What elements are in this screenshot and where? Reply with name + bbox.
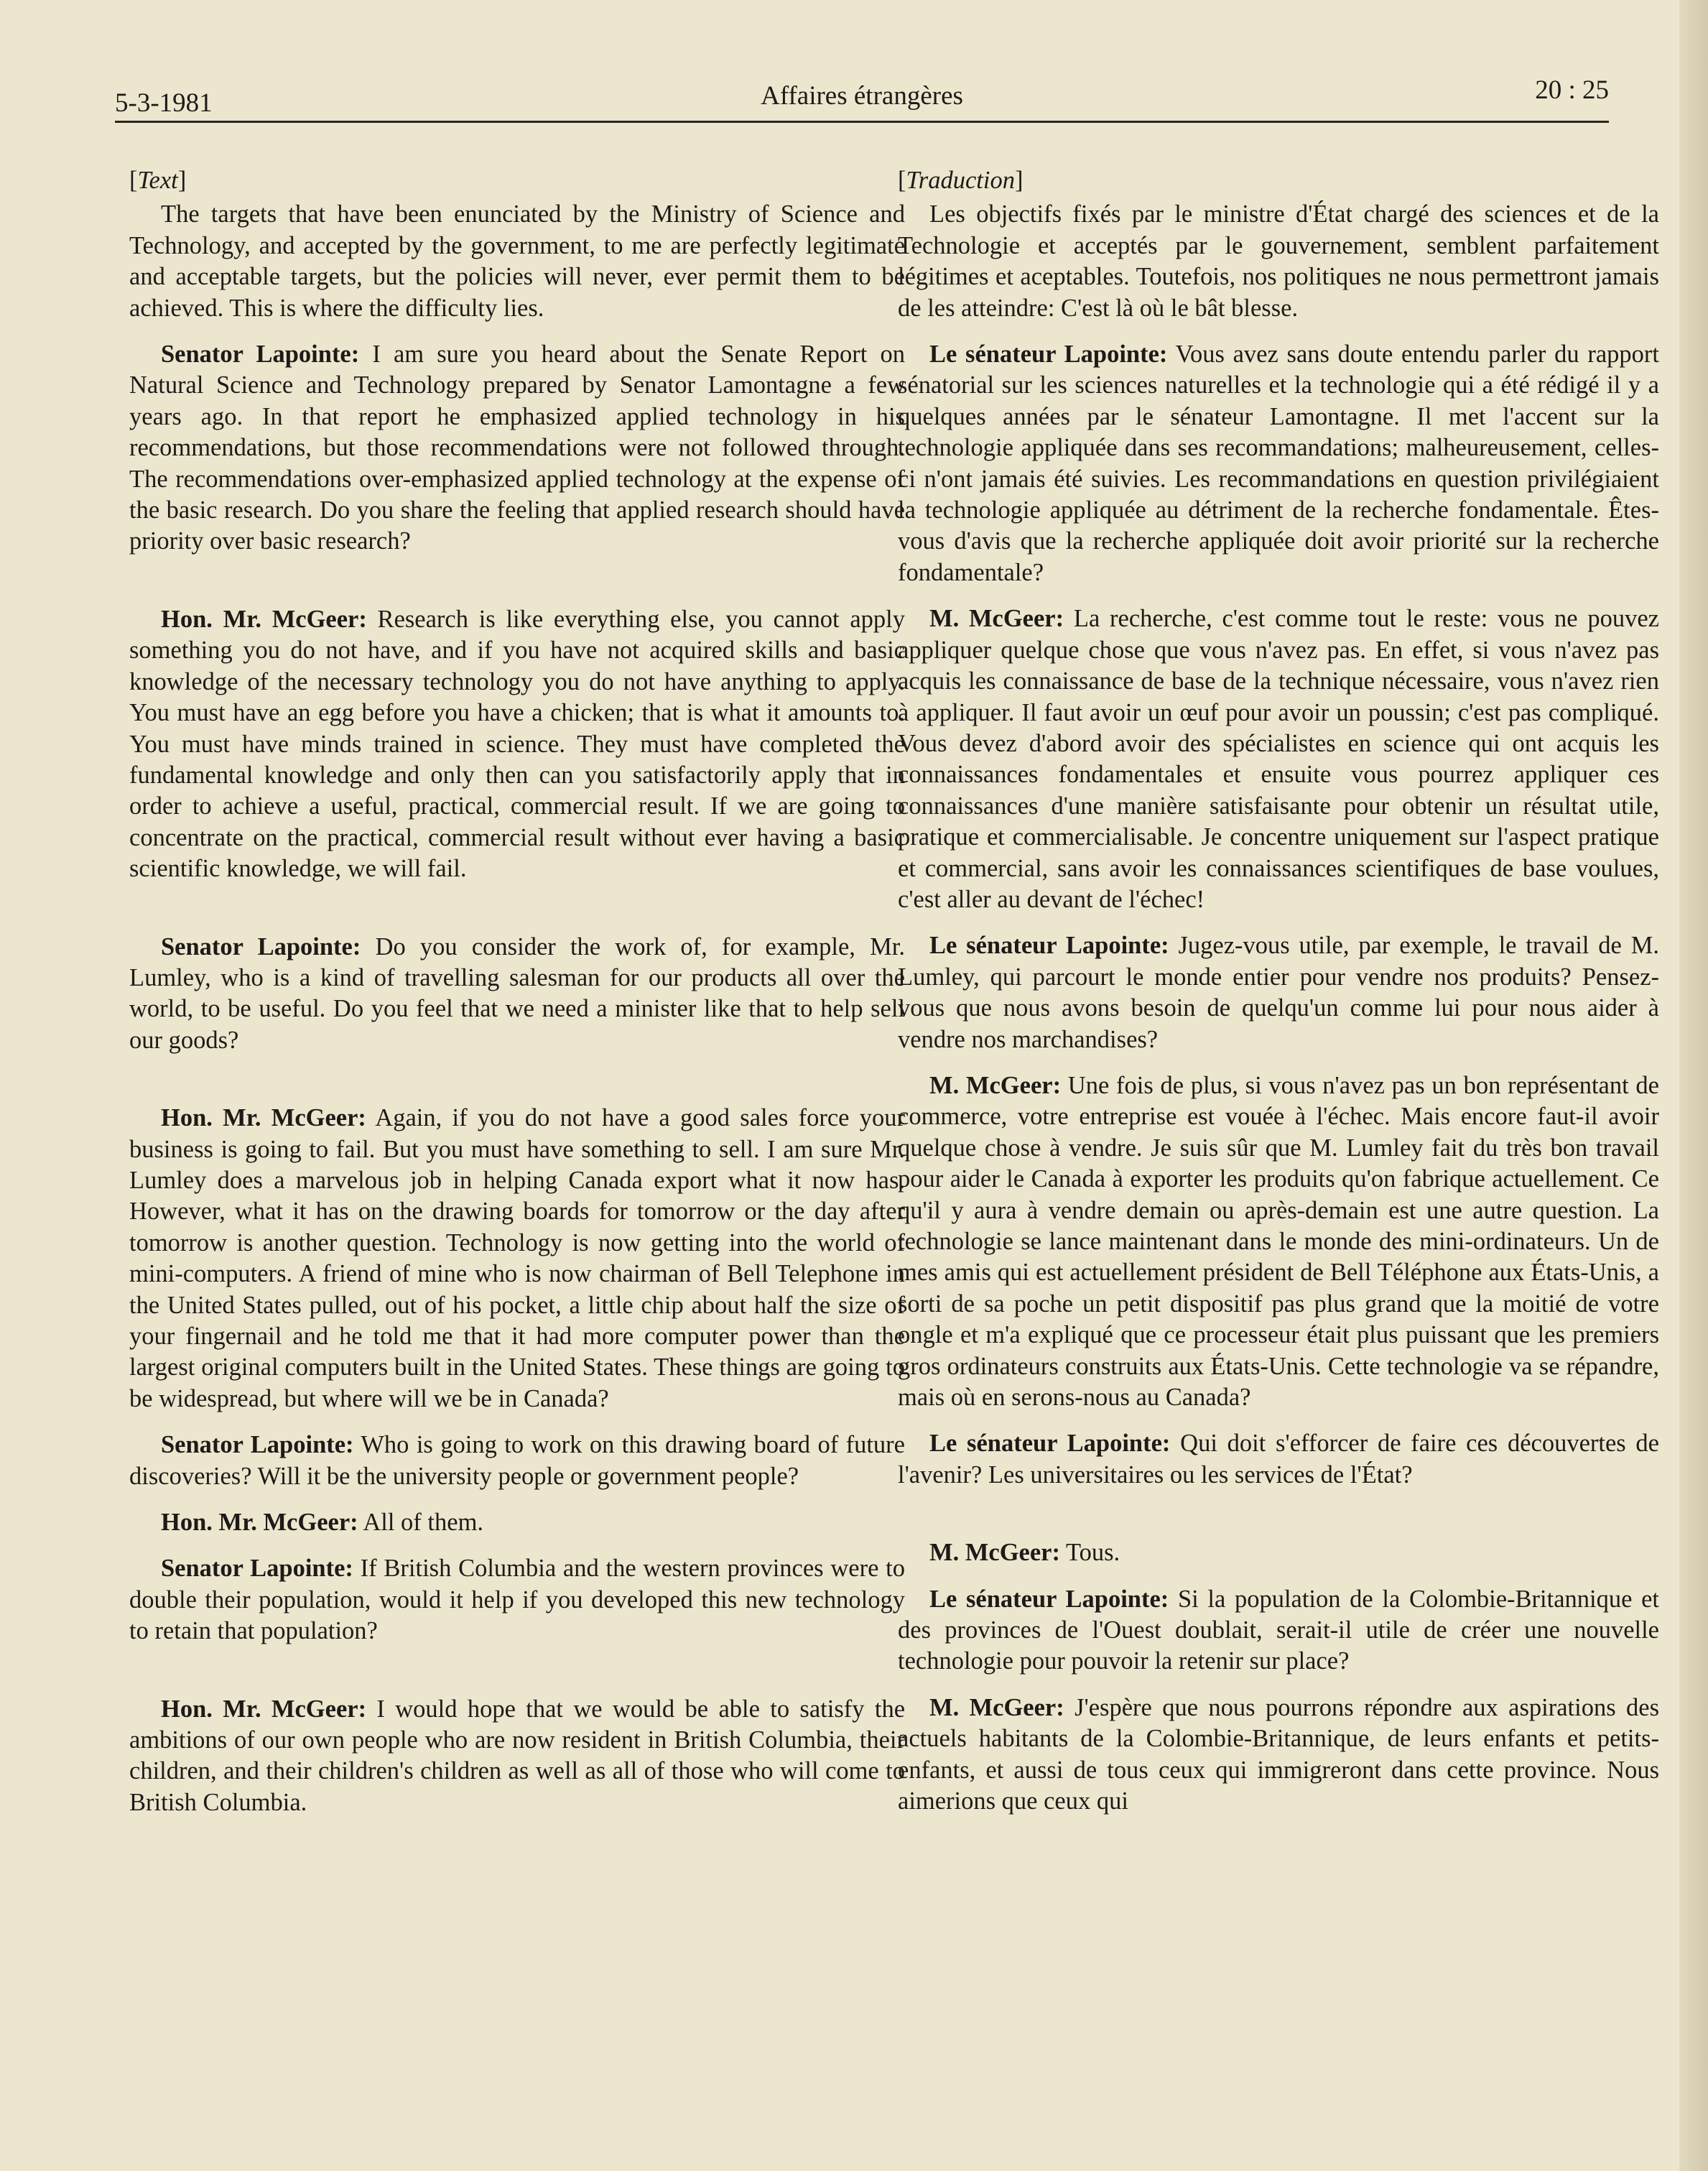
section-marker: [Traduction] [898, 167, 1024, 194]
paragraph: Le sénateur Lapointe: Vous avez sans doute entendu parler du rapport sénatorial sur les sciences naturelles et la technologie qui a été rédigé il y a quelques années par le sénateur Lamontagne. Il met l'accent sur la technologie appliquée dans ses recommandations; malheureusement, celles-ci n'ont jamais été suivies. Les recommandations en question privilégiaient la technologie appliquée au détriment de la recherche fondamentale. Êtes-vous d'avis que la recherche appliquée doit avoir priorité sur la recherche fondamentale? [898, 341, 1659, 586]
header-page-number: 20 : 25 [1535, 75, 1609, 105]
paragraph: Hon. Mr. McGeer: Research is like everything else, you cannot apply something you do not have, and if you have not acquired skills and basic knowledge of the necessary technology you do not have anything to apply. You must have an egg before you have a chicken; that is what it amounts to. You must have minds trained in science. They must have completed the fundamental knowledge and only then can you satisfactorily apply that in order to achieve a useful, practical, commercial result. If we are going to concentrate on the practical, commercial result without ever having a basic scientific knowledge, we will fail. [129, 605, 905, 883]
paragraph: M. McGeer: Une fois de plus, si vous n'avez pas un bon représentant de commerce, votre entreprise est vouée à l'échec. Mais encore faut-il avoir quelque chose à vendre. Je suis sûr que M. Lumley fait du très bon travail pour aider le Canada à exporter les produits qu'on fabrique actuellement. Ce qu'il y aura à vendre demain ou après-demain est une autre question. La technologie se lance maintenant dans le monde des mini-ordinateurs. Un de mes amis qui est actuellement président de Bell Téléphone aux États-Unis, a sorti de sa poche un petit dispositif pas plus grand que la moitié de votre ongle et m'a expliqué que ce processeur était plus puissant que les premiers gros ordinateurs construits aux États-Unis. Cette technologie va se répandre, mais où en serons-nous au Canada? [898, 1071, 1659, 1412]
paragraph: M. McGeer: J'espère que nous pourrons répondre aux aspirations des actuels habitants de la Colombie-Britannique, de leurs enfants et petits-enfants, et aussi de tous ceux qui immigreront dans cette province. Nous aimerions que ceux qui [898, 1693, 1659, 1815]
paragraph: Senator Lapointe: Do you consider the work of, for example, Mr. Lumley, who is a kind of travelling salesman for our products all over the world, to be useful. Do you feel that we need a minister like that to help sell our goods? [129, 932, 905, 1054]
paragraph: Senator Lapointe: I am sure you heard about the Senate Report on Natural Science and Technology prepared by Senator Lamontagne a few years ago. In that report he emphasized applied technology in his recommendations, but those recommendations were not followed through. The recommendations over-emphasized applied technology at the expense of the basic research. Do you share the feeling that applied research should have priority over basic research? [129, 341, 905, 555]
paragraph: M. McGeer: La recherche, c'est comme tout le reste: vous ne pouvez appliquer quelque chose que vous n'avez pas. En effet, si vous n'avez pas acquis les connaissance de base de la technique nécessaire, vous n'avez rien à appliquer. Il faut avoir un œuf pour avoir un poussin; c'est pas compliqué. Vous devez d'abord avoir des spécialistes en science qui ont acquis les connaissances fondamentales et ensuite vous pourrez appliquer ces connaissances d'une manière satisfaisante pour obtenir un résultat utile, pratique et commercialisable. Je concentre uniquement sur l'aspect pratique et commercial, sans avoir les connaissances scientifiques de base voulues, c'est aller au devant de l'échec! [898, 605, 1659, 913]
header-title: Affaires étrangères [761, 81, 963, 111]
paragraph: Hon. Mr. McGeer: All of them. [161, 1509, 484, 1537]
paragraph: Senator Lapointe: If British Columbia and the western provinces were to double their population, would it help if you developed this new technology to retain that population? [129, 1555, 905, 1645]
paragraph: Les objectifs fixés par le ministre d'État chargé des sciences et de la Technologie et acceptés par le gouvernement, semblent parfaitement légitimes et aceptables. Toutefois, nos politiques ne nous permettront jamais de les atteindre: C'est là où le bât blesse. [898, 200, 1659, 322]
paragraph: M. McGeer: Tous. [929, 1539, 1120, 1567]
paragraph: Le sénateur Lapointe: Qui doit s'efforcer de faire ces découvertes de l'avenir? Les universitaires ou les services de l'État? [898, 1430, 1659, 1489]
paragraph: Hon. Mr. McGeer: Again, if you do not have a good sales force your business is going to fail. But you must have something to sell. I am sure Mr. Lumley does a marvelous job in helping Canada export what it now has. However, what it has on the drawing boards for tomorrow or the day after tomorrow is another question. Technology is now getting into the world of mini-computers. A friend of mine who is now chairman of Bell Telephone in the United States pulled, out of his pocket, a little chip about half the size of your fingernail and he told me that it had more computer power than the largest original computers built in the United States. These things are going to be widespread, but where will we be in Canada? [129, 1104, 905, 1412]
header-date: 5-3-1981 [115, 88, 213, 118]
section-marker: [Text] [129, 167, 187, 194]
running-header [115, 75, 1609, 125]
english-column [129, 165, 905, 2134]
page-binding-edge [1679, 0, 1708, 2171]
paragraph: The targets that have been enunciated by the Ministry of Science and Technology, and accepted by the government, to me are perfectly legitimate and acceptable targets, but the policies will never, ever permit them to be achieved. This is where the difficulty lies. [129, 200, 905, 322]
french-column [898, 165, 1659, 2134]
paragraph: Le sénateur Lapointe: Si la population de la Colombie-Britannique et des provinces de l'Ouest doublait, serait-il utile de créer une nouvelle technologie pour pouvoir la retenir sur place? [898, 1585, 1659, 1675]
paragraph: Hon. Mr. McGeer: I would hope that we would be able to satisfy the ambitions of our own people who are now resident in British Columbia, their children, and their children's children as well as all of those who will come to British Columbia. [129, 1695, 905, 1816]
paragraph: Le sénateur Lapointe: Jugez-vous utile, par exemple, le travail de M. Lumley, qui parcourt le monde entier pour vendre nos produits? Pensez-vous que nous avons besoin de quelqu'un comme lui pour nous aider à vendre nos marchandises? [898, 932, 1659, 1053]
paragraph: Senator Lapointe: Who is going to work on this drawing board of future discoveries? Will it be the university people or government people? [129, 1431, 905, 1490]
header-rule [115, 121, 1609, 123]
